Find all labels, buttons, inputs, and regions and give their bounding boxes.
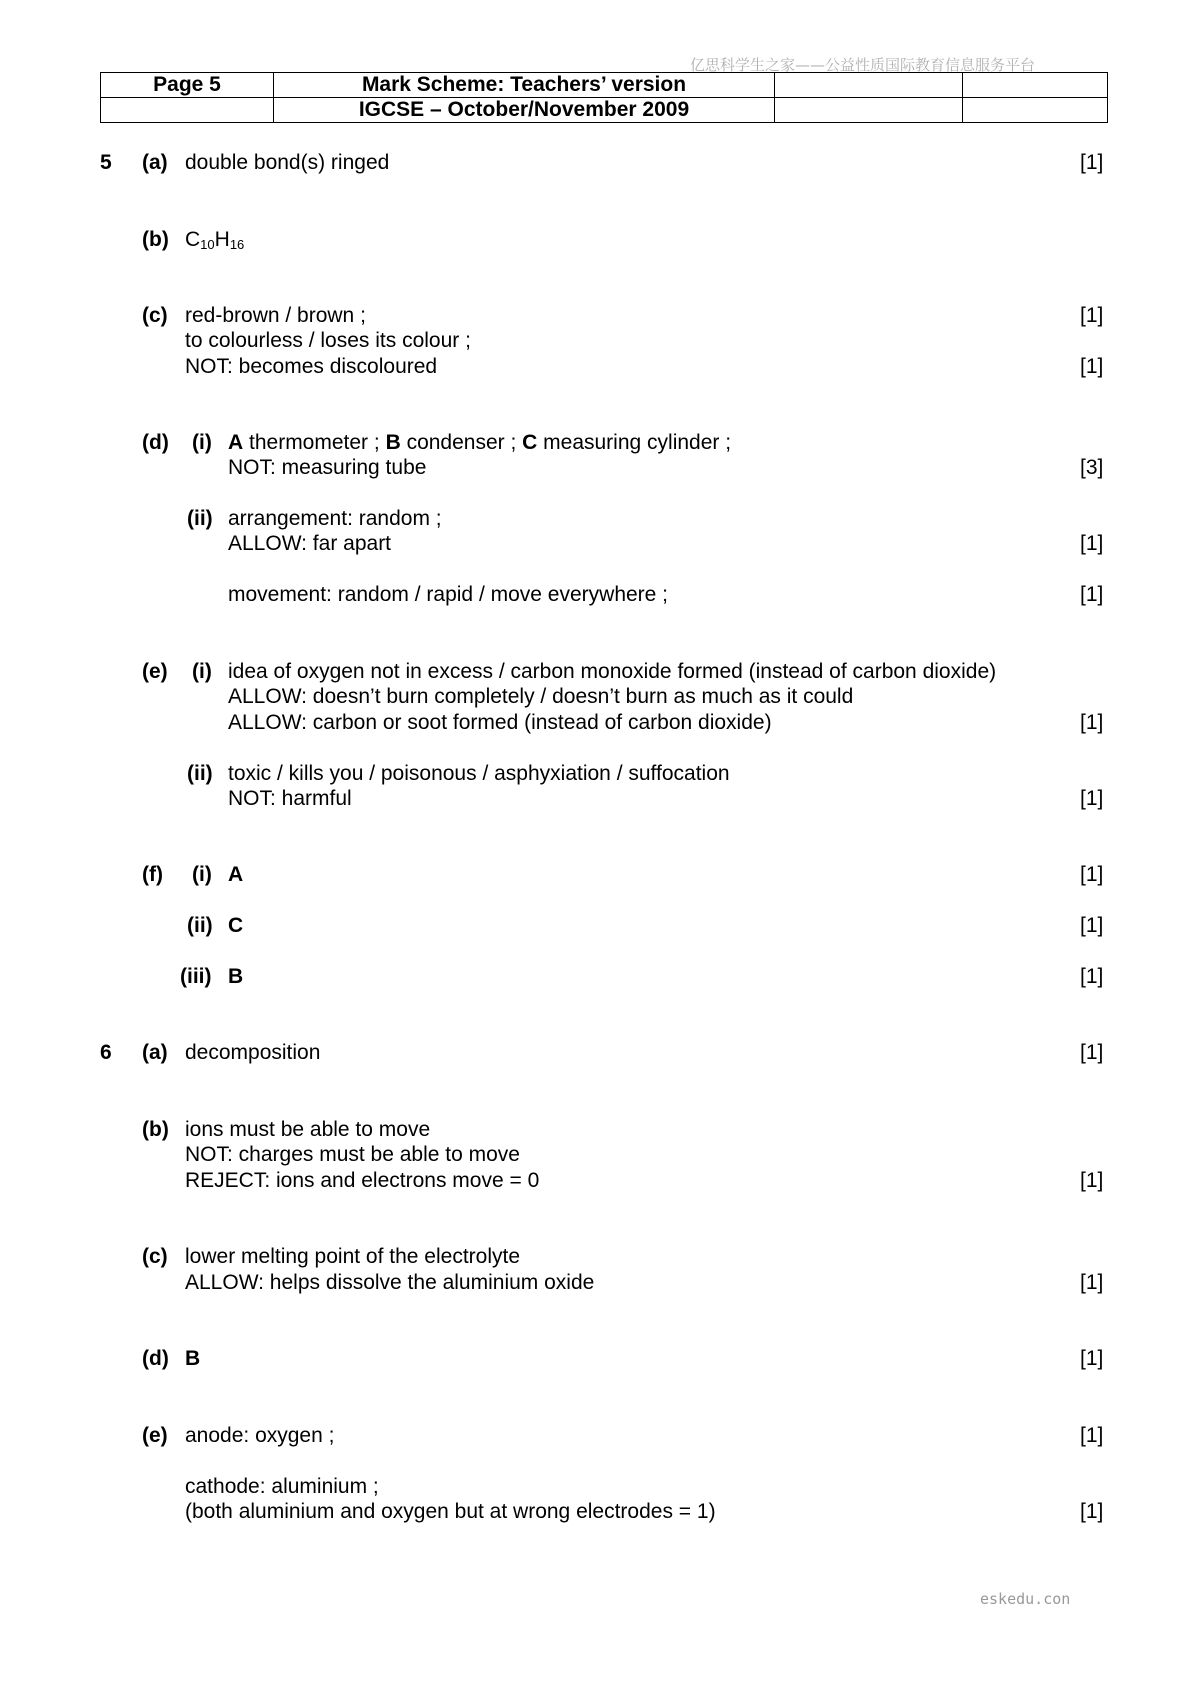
q6e-line1: anode: oxygen ; [185,1424,335,1447]
q5fii-label: (ii) [187,914,213,937]
header-blank-3 [101,98,274,123]
header-exam: IGCSE – October/November 2009 [274,98,775,123]
q5b-formula [185,227,244,258]
q5a-label: (a) [142,151,168,174]
q5eii-line1: toxic / kills you / poisonous / asphyxiation / suffocation [228,762,730,785]
q5di-b: B [385,431,401,454]
q5dii-mark1: [1] [1080,532,1104,555]
q5fii-answer: C [228,914,244,937]
q5dii-line2: ALLOW: far apart [228,532,392,555]
q5a-mark: [1] [1080,151,1104,174]
q5-number: 5 [100,151,112,174]
q5di-a-text: thermometer ; [243,431,386,454]
q5ei-line3: ALLOW: carbon or soot formed (instead of carbon dioxide) [228,711,772,734]
header-blank-2 [963,73,1108,98]
q6a-mark: [1] [1080,1041,1104,1064]
q5b-h: H [214,228,230,251]
q5eii-label: (ii) [187,762,213,785]
q5ei-label: (i) [192,660,212,683]
header-page: Page 5 [101,73,274,98]
q5fi-label: (i) [192,863,212,886]
q5dii-label: (ii) [187,507,213,530]
q5fii-mark: [1] [1080,914,1104,937]
q6d-label: (d) [142,1347,169,1370]
q5c-line3: NOT: becomes discoloured [185,355,438,378]
header-blank-1 [775,73,963,98]
q6c-mark: [1] [1080,1271,1104,1294]
q5d-label: (d) [142,431,169,454]
footer-site: eskedu.con [980,1590,1071,1608]
q6e-mark2: [1] [1080,1500,1104,1523]
q5fiii-answer: B [228,965,244,988]
q6b-line2: NOT: charges must be able to move [185,1143,520,1166]
q5fiii-label: (iii) [180,965,212,988]
q5di-line1 [228,430,731,456]
q6b-label: (b) [142,1118,169,1141]
q6e-line3: (both aluminium and oxygen but at wrong electrodes = 1) [185,1500,716,1523]
q5dii-line1: arrangement: random ; [228,507,442,530]
q5fi-mark: [1] [1080,863,1104,886]
q5di-mark: [3] [1080,456,1104,479]
q5c-label: (c) [142,304,168,327]
q5eii-mark: [1] [1080,787,1104,810]
q5di-line2: NOT: measuring tube [228,456,427,479]
q5di-c: C [522,431,538,454]
q5c-mark1: [1] [1080,304,1104,327]
watermark: 亿思科学生之家——公益性质国际教育信息服务平台 [690,56,1036,74]
q6a-text: decomposition [185,1041,321,1064]
q6b-line3: REJECT: ions and electrons move = 0 [185,1169,540,1192]
q5fi-answer: A [228,863,244,886]
q6c-line1: lower melting point of the electrolyte [185,1245,521,1268]
q5dii-mark2: [1] [1080,583,1104,606]
header-blank-5 [963,98,1108,123]
header-table [100,72,1108,123]
q5b-c: C [185,228,201,251]
q5e-label: (e) [142,660,168,683]
q5f-label: (f) [142,863,163,886]
q6b-line1: ions must be able to move [185,1118,431,1141]
q5b-h-sub: 16 [229,237,245,252]
q6b-mark: [1] [1080,1169,1104,1192]
q6a-label: (a) [142,1041,168,1064]
q6e-label: (e) [142,1424,168,1447]
header-title: Mark Scheme: Teachers’ version [274,73,775,98]
q5ei-line2: ALLOW: doesn’t burn completely / doesn’t burn as much as it could [228,685,854,708]
q5ei-line1: idea of oxygen not in excess / carbon monoxide formed (instead of carbon dioxide) [228,660,997,683]
q5di-a: A [228,431,244,454]
q5eii-line2: NOT: harmful [228,787,352,810]
q6d-answer: B [185,1347,201,1370]
q6d-mark: [1] [1080,1347,1104,1370]
q6e-mark1: [1] [1080,1424,1104,1447]
q5di-b-text: condenser ; [400,431,523,454]
q5di-c-text: measuring cylinder ; [537,431,732,454]
q5c-line1: red-brown / brown ; [185,304,366,327]
q5ei-mark: [1] [1080,711,1104,734]
q5b-label: (b) [142,228,169,251]
q6c-line2: ALLOW: helps dissolve the aluminium oxide [185,1271,595,1294]
q5b-c-sub: 10 [200,237,215,252]
q5c-line2: to colourless / loses its colour ; [185,329,471,352]
q5di-label: (i) [192,431,212,454]
q6e-line2: cathode: aluminium ; [185,1475,379,1498]
q6-number: 6 [100,1041,112,1064]
q5fiii-mark: [1] [1080,965,1104,988]
q5a-text: double bond(s) ringed [185,151,390,174]
q6c-label: (c) [142,1245,168,1268]
q5c-mark2: [1] [1080,355,1104,378]
q5dii-line3: movement: random / rapid / move everywhere ; [228,583,669,606]
header-blank-4 [775,98,963,123]
